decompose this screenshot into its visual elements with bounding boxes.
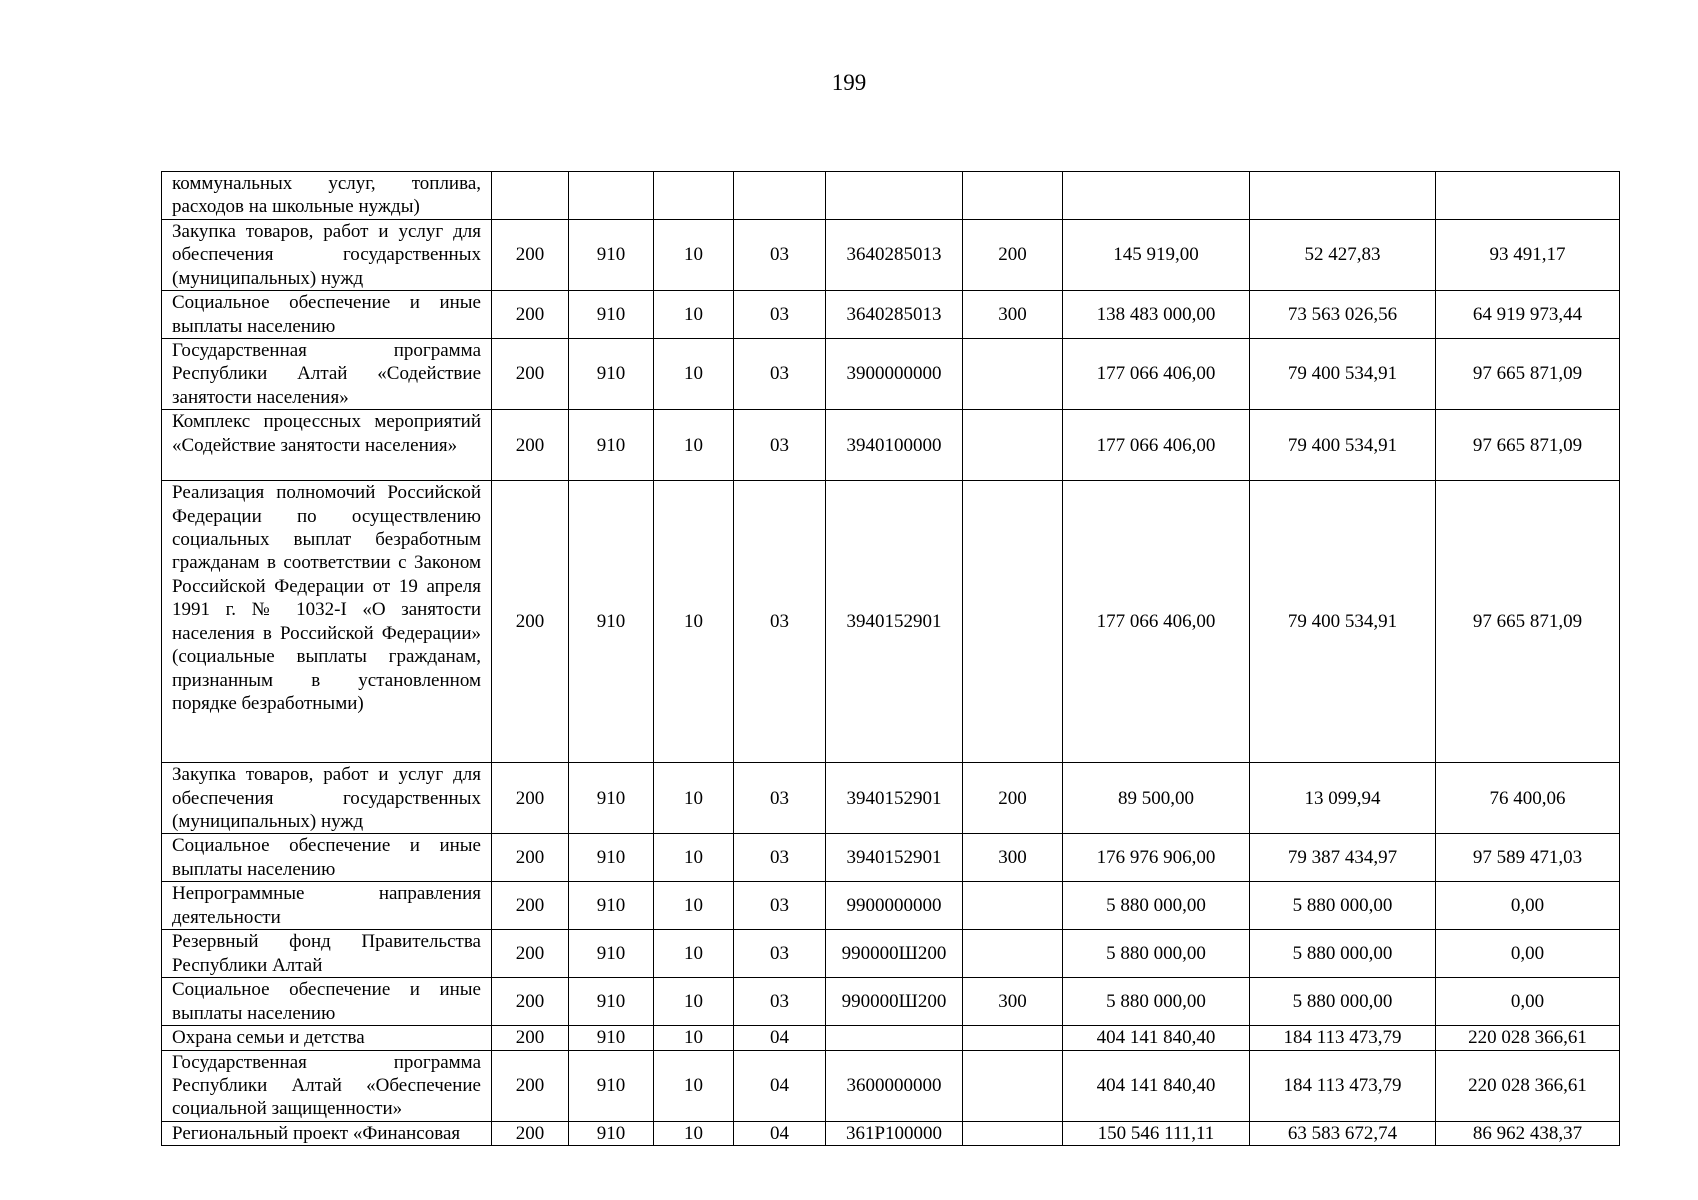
col-target: 3940152901 bbox=[826, 481, 963, 763]
table-row bbox=[162, 339, 1620, 410]
row-name: Региональный проект «Финансовая bbox=[162, 1121, 492, 1145]
col-expense-type bbox=[963, 339, 1063, 410]
col-section: 10 bbox=[654, 1050, 734, 1121]
col-amount-3: 76 400,06 bbox=[1436, 763, 1620, 834]
col-amount-1: 404 141 840,40 bbox=[1063, 1050, 1250, 1121]
col-ministry: 200 bbox=[492, 339, 569, 410]
col-amount-1: 5 880 000,00 bbox=[1063, 930, 1250, 978]
col-amount-3: 220 028 366,61 bbox=[1436, 1050, 1620, 1121]
col-ministry: 200 bbox=[492, 1121, 569, 1145]
col-expense-type: 200 bbox=[963, 220, 1063, 291]
col-amount-1: 138 483 000,00 bbox=[1063, 291, 1250, 339]
col-subsection: 03 bbox=[734, 882, 826, 930]
table-row bbox=[162, 930, 1620, 978]
col-amount-2: 5 880 000,00 bbox=[1250, 930, 1436, 978]
col-code: 910 bbox=[569, 410, 654, 481]
col-amount-3: 86 962 438,37 bbox=[1436, 1121, 1620, 1145]
table-row bbox=[162, 834, 1620, 882]
col-target: 3940152901 bbox=[826, 834, 963, 882]
col-amount-3: 0,00 bbox=[1436, 978, 1620, 1026]
col-amount-2: 73 563 026,56 bbox=[1250, 291, 1436, 339]
col-amount-3 bbox=[1436, 172, 1620, 220]
col-expense-type bbox=[963, 930, 1063, 978]
col-section: 10 bbox=[654, 978, 734, 1026]
col-section: 10 bbox=[654, 882, 734, 930]
col-subsection: 03 bbox=[734, 339, 826, 410]
col-subsection: 03 bbox=[734, 481, 826, 763]
table-row bbox=[162, 481, 1620, 763]
col-amount-1: 89 500,00 bbox=[1063, 763, 1250, 834]
col-amount-1: 150 546 111,11 bbox=[1063, 1121, 1250, 1145]
col-amount-1: 404 141 840,40 bbox=[1063, 1026, 1250, 1050]
col-code: 910 bbox=[569, 1121, 654, 1145]
col-code bbox=[569, 172, 654, 220]
col-section bbox=[654, 172, 734, 220]
table-row bbox=[162, 1050, 1620, 1121]
col-amount-2 bbox=[1250, 172, 1436, 220]
col-amount-1: 177 066 406,00 bbox=[1063, 481, 1250, 763]
col-expense-type: 300 bbox=[963, 291, 1063, 339]
col-subsection: 04 bbox=[734, 1050, 826, 1121]
table-row bbox=[162, 978, 1620, 1026]
col-code: 910 bbox=[569, 220, 654, 291]
col-amount-1: 5 880 000,00 bbox=[1063, 978, 1250, 1026]
row-name: Закупка товаров, работ и услуг для обеспечения государственных (муниципальных) нужд bbox=[162, 220, 492, 291]
col-amount-3: 97 665 871,09 bbox=[1436, 481, 1620, 763]
col-code: 910 bbox=[569, 978, 654, 1026]
col-amount-3: 64 919 973,44 bbox=[1436, 291, 1620, 339]
page-number: 199 bbox=[831, 70, 867, 95]
col-target bbox=[826, 1026, 963, 1050]
col-ministry: 200 bbox=[492, 291, 569, 339]
col-amount-1 bbox=[1063, 172, 1250, 220]
col-expense-type: 300 bbox=[963, 978, 1063, 1026]
col-code: 910 bbox=[569, 1050, 654, 1121]
col-ministry: 200 bbox=[492, 1026, 569, 1050]
col-amount-2: 79 400 534,91 bbox=[1250, 481, 1436, 763]
col-amount-3: 93 491,17 bbox=[1436, 220, 1620, 291]
col-section: 10 bbox=[654, 930, 734, 978]
col-amount-1: 176 976 906,00 bbox=[1063, 834, 1250, 882]
col-target: 3900000000 bbox=[826, 339, 963, 410]
col-amount-1: 177 066 406,00 bbox=[1063, 339, 1250, 410]
col-ministry: 200 bbox=[492, 882, 569, 930]
col-subsection: 04 bbox=[734, 1026, 826, 1050]
col-ministry: 200 bbox=[492, 763, 569, 834]
col-ministry: 200 bbox=[492, 930, 569, 978]
col-subsection: 03 bbox=[734, 834, 826, 882]
table-row bbox=[162, 1026, 1620, 1050]
col-subsection: 03 bbox=[734, 410, 826, 481]
col-amount-2: 79 400 534,91 bbox=[1250, 410, 1436, 481]
table-row bbox=[162, 172, 1620, 220]
row-name: Государственная программа Республики Алтай «Обеспечение социальной защищенности» bbox=[162, 1050, 492, 1121]
col-subsection: 03 bbox=[734, 291, 826, 339]
row-name: Закупка товаров, работ и услуг для обеспечения государственных (муниципальных) нужд bbox=[162, 763, 492, 834]
col-amount-3: 220 028 366,61 bbox=[1436, 1026, 1620, 1050]
budget-table bbox=[161, 171, 1620, 1146]
col-ministry bbox=[492, 172, 569, 220]
col-section: 10 bbox=[654, 410, 734, 481]
col-section: 10 bbox=[654, 339, 734, 410]
table-row bbox=[162, 1121, 1620, 1145]
table-row bbox=[162, 882, 1620, 930]
col-expense-type: 300 bbox=[963, 834, 1063, 882]
col-target: 990000Ш200 bbox=[826, 978, 963, 1026]
row-name: Резервный фонд Правительства Республики Алтай bbox=[162, 930, 492, 978]
col-subsection bbox=[734, 172, 826, 220]
col-amount-3: 97 589 471,03 bbox=[1436, 834, 1620, 882]
col-amount-3: 0,00 bbox=[1436, 930, 1620, 978]
col-code: 910 bbox=[569, 481, 654, 763]
col-section: 10 bbox=[654, 481, 734, 763]
col-ministry: 200 bbox=[492, 410, 569, 481]
table-row bbox=[162, 410, 1620, 481]
col-expense-type: 200 bbox=[963, 763, 1063, 834]
col-expense-type bbox=[963, 1121, 1063, 1145]
col-amount-2: 184 113 473,79 bbox=[1250, 1026, 1436, 1050]
table-row bbox=[162, 763, 1620, 834]
row-name: коммунальных услуг, топлива, расходов на школьные нужды) bbox=[162, 172, 492, 220]
col-amount-2: 13 099,94 bbox=[1250, 763, 1436, 834]
col-target: 361P100000 bbox=[826, 1121, 963, 1145]
col-ministry: 200 bbox=[492, 1050, 569, 1121]
col-target: 3940152901 bbox=[826, 763, 963, 834]
col-amount-2: 5 880 000,00 bbox=[1250, 882, 1436, 930]
row-name: Охрана семьи и детства bbox=[162, 1026, 492, 1050]
col-section: 10 bbox=[654, 1026, 734, 1050]
col-amount-1: 5 880 000,00 bbox=[1063, 882, 1250, 930]
col-target: 9900000000 bbox=[826, 882, 963, 930]
row-name: Социальное обеспечение и иные выплаты населению bbox=[162, 291, 492, 339]
row-name: Реализация полномочий Российской Федерации по осуществлению социальных выплат безработным гражданам в соответствии с Законом Российской Федерации от 19 апреля 1991 г. № 1032-I «О занятости населения в Российской Федерации» (социальные выплаты гражданам, признанным в установленном порядке безработными) bbox=[162, 481, 492, 763]
col-section: 10 bbox=[654, 1121, 734, 1145]
col-target: 3640285013 bbox=[826, 220, 963, 291]
col-amount-2: 184 113 473,79 bbox=[1250, 1050, 1436, 1121]
col-expense-type bbox=[963, 1026, 1063, 1050]
col-amount-1: 145 919,00 bbox=[1063, 220, 1250, 291]
row-name: Социальное обеспечение и иные выплаты населению bbox=[162, 978, 492, 1026]
col-section: 10 bbox=[654, 763, 734, 834]
col-expense-type bbox=[963, 172, 1063, 220]
col-code: 910 bbox=[569, 834, 654, 882]
col-ministry: 200 bbox=[492, 834, 569, 882]
col-amount-2: 79 400 534,91 bbox=[1250, 339, 1436, 410]
col-expense-type bbox=[963, 882, 1063, 930]
col-subsection: 03 bbox=[734, 978, 826, 1026]
col-amount-2: 5 880 000,00 bbox=[1250, 978, 1436, 1026]
col-amount-2: 79 387 434,97 bbox=[1250, 834, 1436, 882]
col-target: 990000Ш200 bbox=[826, 930, 963, 978]
table-row bbox=[162, 291, 1620, 339]
col-code: 910 bbox=[569, 882, 654, 930]
row-name: Государственная программа Республики Алтай «Содействие занятости населения» bbox=[162, 339, 492, 410]
row-name: Непрограммные направления деятельности bbox=[162, 882, 492, 930]
col-expense-type bbox=[963, 1050, 1063, 1121]
col-expense-type bbox=[963, 481, 1063, 763]
col-amount-3: 0,00 bbox=[1436, 882, 1620, 930]
row-name: Комплекс процессных мероприятий «Содействие занятости населения» bbox=[162, 410, 492, 481]
col-subsection: 03 bbox=[734, 220, 826, 291]
col-subsection: 03 bbox=[734, 930, 826, 978]
col-target: 3940100000 bbox=[826, 410, 963, 481]
row-name: Социальное обеспечение и иные выплаты населению bbox=[162, 834, 492, 882]
col-ministry: 200 bbox=[492, 220, 569, 291]
col-section: 10 bbox=[654, 220, 734, 291]
col-section: 10 bbox=[654, 834, 734, 882]
col-target: 3640285013 bbox=[826, 291, 963, 339]
col-subsection: 04 bbox=[734, 1121, 826, 1145]
col-amount-3: 97 665 871,09 bbox=[1436, 410, 1620, 481]
col-code: 910 bbox=[569, 763, 654, 834]
col-ministry: 200 bbox=[492, 978, 569, 1026]
table-row bbox=[162, 220, 1620, 291]
col-code: 910 bbox=[569, 339, 654, 410]
col-code: 910 bbox=[569, 930, 654, 978]
col-target bbox=[826, 172, 963, 220]
col-target: 3600000000 bbox=[826, 1050, 963, 1121]
col-ministry: 200 bbox=[492, 481, 569, 763]
col-expense-type bbox=[963, 410, 1063, 481]
col-code: 910 bbox=[569, 1026, 654, 1050]
col-section: 10 bbox=[654, 291, 734, 339]
col-subsection: 03 bbox=[734, 763, 826, 834]
col-amount-1: 177 066 406,00 bbox=[1063, 410, 1250, 481]
col-amount-2: 52 427,83 bbox=[1250, 220, 1436, 291]
col-code: 910 bbox=[569, 291, 654, 339]
col-amount-3: 97 665 871,09 bbox=[1436, 339, 1620, 410]
col-amount-2: 63 583 672,74 bbox=[1250, 1121, 1436, 1145]
